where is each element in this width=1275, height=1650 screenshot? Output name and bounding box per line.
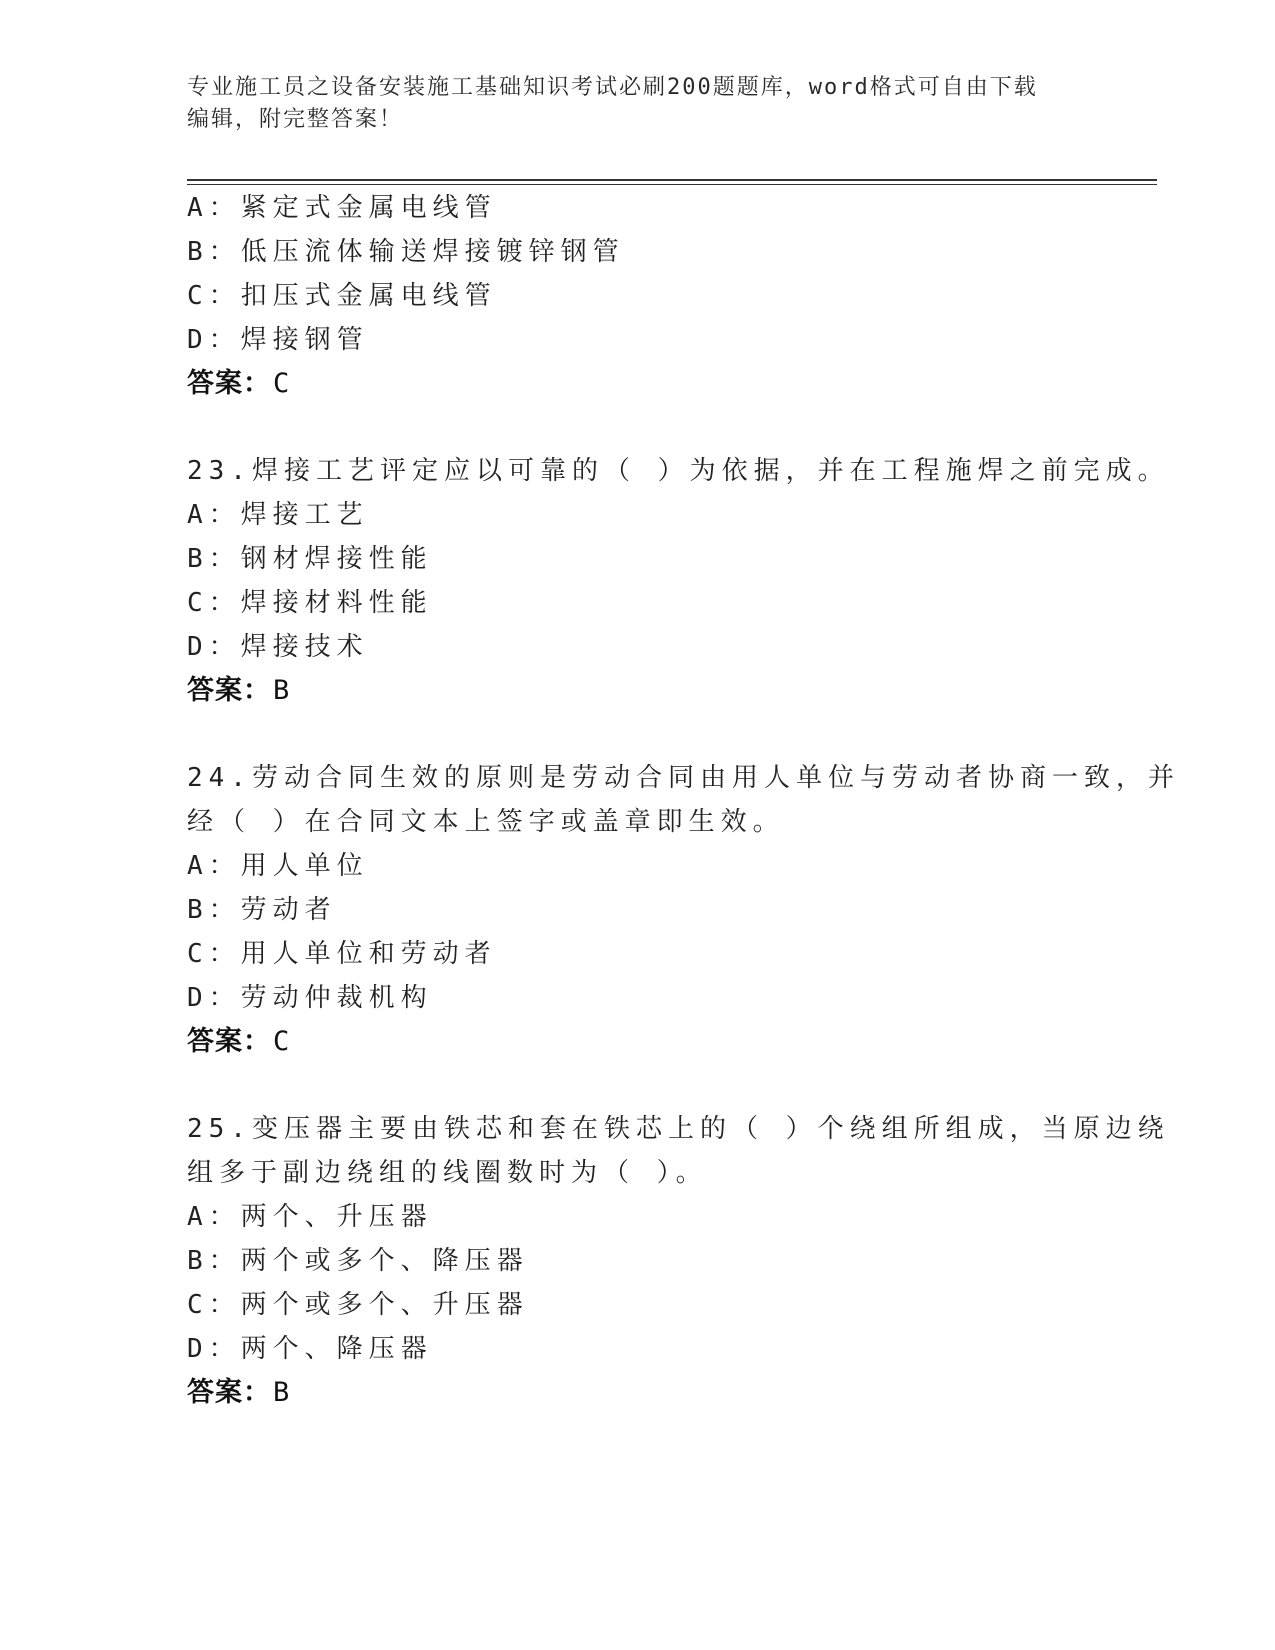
header-divider-thick <box>187 179 1157 181</box>
document-header <box>187 72 1087 136</box>
option-c: C：两个或多个、升压器 <box>187 1290 529 1320</box>
answer-line <box>187 676 289 706</box>
answer-value: B <box>273 1377 290 1408</box>
question-text-line-1: 24.劳动合同生效的原则是劳动合同由用人单位与劳动者协商一致，并 <box>187 763 1180 793</box>
option-d: D：劳动仲裁机构 <box>187 983 433 1013</box>
option-d: D：两个、降压器 <box>187 1334 433 1364</box>
question-text-line-1: 23.焊接工艺评定应以可靠的（ ）为依据，并在工程施焊之前完成。 <box>187 456 1170 486</box>
answer-label: 答案： <box>187 1026 271 1057</box>
option-c: C：扣压式金属电线管 <box>187 281 497 311</box>
option-b: B：劳动者 <box>187 895 337 925</box>
option-d: D：焊接技术 <box>187 632 369 662</box>
answer-line <box>187 1027 289 1057</box>
question-text-line-2: 经（ ）在合同文本上签字或盖章即生效。 <box>187 807 785 837</box>
answer-line <box>187 1378 289 1408</box>
option-c: C：用人单位和劳动者 <box>187 939 497 969</box>
answer-value: B <box>273 675 290 706</box>
option-a: A：用人单位 <box>187 851 369 881</box>
answer-label: 答案： <box>187 675 271 706</box>
option-a: A：紧定式金属电线管 <box>187 193 497 223</box>
header-line-1: 专业施工员之设备安装施工基础知识考试必刷200题题库，word格式可自由下载 <box>187 75 1038 100</box>
header-line-2: 编辑，附完整答案！ <box>187 107 404 132</box>
question-text-line-2: 组多于副边绕组的线圈数时为（ ）。 <box>187 1158 708 1188</box>
option-d: D：焊接钢管 <box>187 325 369 355</box>
option-a: A：焊接工艺 <box>187 500 369 530</box>
question-text-line-1: 25.变压器主要由铁芯和套在铁芯上的（ ）个绕组所组成，当原边绕 <box>187 1114 1170 1144</box>
answer-label: 答案： <box>187 368 271 399</box>
header-divider-thin <box>187 184 1157 185</box>
answer-value: C <box>273 1026 290 1057</box>
answer-line <box>187 369 289 399</box>
option-b: B：钢材焊接性能 <box>187 544 433 574</box>
option-b: B：低压流体输送焊接镀锌钢管 <box>187 237 625 267</box>
option-a: A：两个、升压器 <box>187 1202 433 1232</box>
answer-value: C <box>273 368 290 399</box>
option-b: B：两个或多个、降压器 <box>187 1246 529 1276</box>
answer-label: 答案： <box>187 1377 271 1408</box>
option-c: C：焊接材料性能 <box>187 588 433 618</box>
